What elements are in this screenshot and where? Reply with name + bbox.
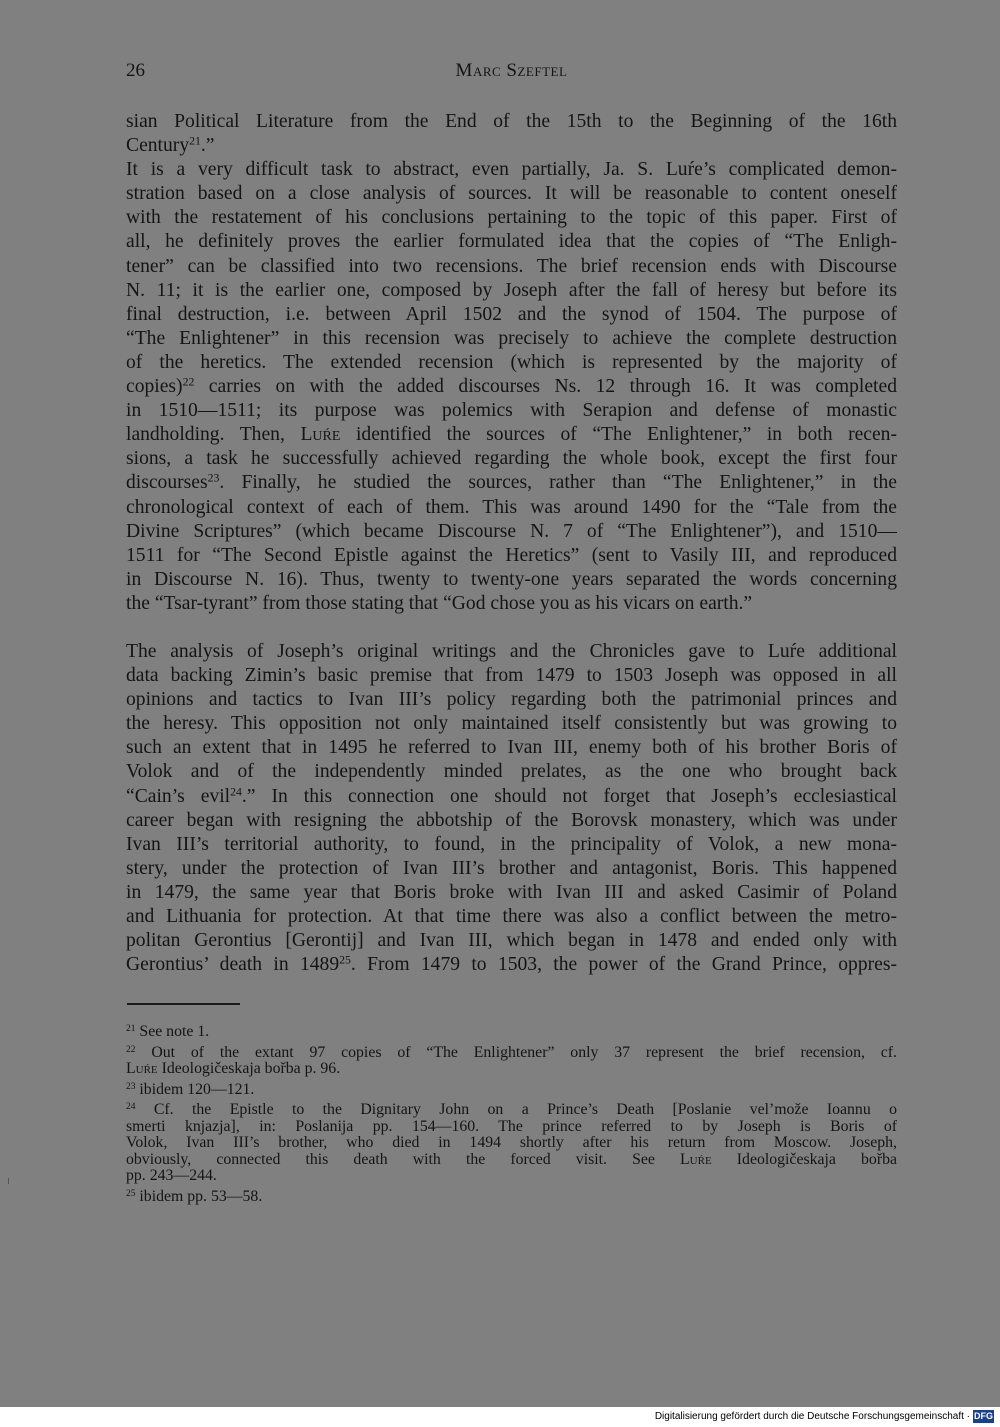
text-fragment: “Cain’s evil — [126, 785, 231, 807]
text-fragment: identified the sources of “The Enlightener,” in both recen- — [340, 424, 898, 446]
footnote-ref-25[interactable]: 25 — [339, 953, 351, 967]
text-line: such an extent that in 1495 he referred to Ivan III, enemy both of his brother Boris of — [126, 737, 897, 759]
text-fragment: Gerontius’ death in 1489 — [126, 954, 340, 976]
text-fragment: Century — [126, 135, 190, 157]
text-fragment: . Finally, he studied the sources, rather than “The Enlightener,” in the — [219, 472, 897, 494]
text-line: all, he definitely proves the earlier formulated idea that the copies of “The Enligh- — [126, 231, 897, 253]
footnote-22 — [126, 1045, 897, 1078]
text-line — [126, 1102, 897, 1119]
text-fragment: copies) — [126, 376, 183, 398]
footnote-number: 21 — [126, 1023, 136, 1034]
footnote-text: ibidem pp. 53—58. — [139, 1187, 263, 1205]
scan-artifact-mark — [8, 1178, 9, 1184]
text-fragment: discourses — [126, 472, 208, 494]
footnote-number: 24 — [126, 1101, 136, 1112]
footnotes — [126, 1024, 897, 1209]
footnote-text: Out of the extant 97 copies of “The Enlightener” only 37 represent the brief recension, cf. — [151, 1043, 897, 1061]
digitization-footer — [0, 1407, 1000, 1427]
text-line: N. 11; it is the earlier one, composed by Joseph after the fall of heresy but before its — [126, 279, 897, 301]
paragraph-gap — [126, 616, 897, 640]
text-line: tener” can be classified into two recensions. The brief recension ends with Discourse — [126, 255, 897, 277]
text-line: of the heretics. The extended recension (which is represented by the majority of — [126, 351, 897, 373]
author-name-smallcaps: Luŕe — [300, 424, 341, 446]
text-line: in 1479, the same year that Boris broke with Ivan III and asked Casimir of Poland — [126, 881, 897, 903]
text-line: It is a very difficult task to abstract, even partially, Ja. S. Luŕe’s complicated demon- — [126, 159, 897, 181]
footnote-ref-21[interactable]: 21 — [189, 134, 201, 148]
footnote-text: obviously, connected this death with the forced visit. See — [126, 1150, 681, 1168]
text-line — [126, 134, 897, 158]
paragraph-2 — [126, 640, 897, 977]
footnote-23 — [126, 1082, 897, 1099]
text-line: in 1510—1511; its purpose was polemics with Serapion and defense of monastic — [126, 400, 897, 422]
footnote-text: Cf. the Epistle to the Dignitary John on a Prince’s Death [Poslanie vel’može Ioannu o — [153, 1101, 898, 1118]
text-fragment: carries on with the added discourses Ns. 12 through 16. It was completed — [194, 376, 897, 398]
text-line: data backing Zimin’s basic premise that from 1479 to 1503 Joseph was opposed in all — [126, 665, 897, 687]
running-title: Marc Szeftel — [455, 60, 568, 81]
text-line: Ivan III’s territorial authority, to found, in the principality of Volok, a new mona- — [126, 833, 897, 855]
footnote-ref-22[interactable]: 22 — [182, 375, 195, 389]
text-line: opinions and tactics to Ivan III’s policy regarding both the patrimonial princes and — [126, 689, 897, 711]
text-line: final destruction, i.e. between April 1502 and the synod of 1504. The purpose of — [126, 303, 897, 325]
text-line — [126, 471, 897, 495]
main-text — [126, 110, 897, 977]
text-line — [126, 1061, 897, 1078]
dfg-logo-icon[interactable]: DFG — [974, 1411, 993, 1421]
footnote-25 — [126, 1189, 897, 1206]
text-line: the heresy. This opposition not only maintained itself consistently but was growing to — [126, 713, 897, 735]
text-line: politan Gerontius [Gerontij] and Ivan III, which began in 1478 and ended only with — [126, 930, 897, 952]
text-line: and Lithuania for protection. At that time there was also a conflict between the metro- — [126, 906, 897, 927]
text-fragment: .” — [200, 135, 215, 157]
text-fragment: . From 1479 to 1503, the power of the Grand Prince, oppres- — [350, 954, 897, 976]
text-line: chronological context of each of them. This was around 1490 for the “Tale from the — [126, 496, 897, 518]
footnote-text: ibidem 120—121. — [139, 1080, 255, 1098]
footnote-text: See note 1. — [139, 1023, 210, 1040]
text-line: 1511 for “The Second Epistle against the Heretics” (sent to Vasily III, and reproduced — [126, 544, 897, 566]
footnote-number: 25 — [126, 1188, 136, 1199]
text-line — [126, 1045, 897, 1062]
text-fragment: .” In this connection one should not forget that Joseph’s ecclesiastical — [241, 785, 897, 807]
text-line: career began with resigning the abbotship of the Borovsk monastery, which was under — [126, 809, 897, 831]
text-line: sian Political Literature from the End of the 15th to the Beginning of the 16th — [126, 111, 897, 132]
footnote-24 — [126, 1102, 897, 1185]
text-line: Volok and of the independently minded prelates, as the one who brought back — [126, 761, 897, 783]
running-header — [126, 60, 897, 86]
text-line — [126, 1024, 897, 1041]
text-fragment: landholding. Then, — [126, 424, 301, 446]
text-line — [126, 1189, 897, 1206]
text-line: the “Tsar-tyrant” from those stating that “God chose you as his vicars on earth.” — [126, 592, 753, 614]
text-line: “The Enlightener” in this recension was precisely to achieve the complete destruction — [126, 327, 897, 349]
footnote-21 — [126, 1024, 897, 1041]
page-number: 26 — [126, 60, 145, 81]
footnote-text: Ideologičeskaja bořba p. 96. — [157, 1060, 341, 1077]
author-name-smallcaps: Luŕe — [680, 1150, 712, 1168]
footnote-text: Ideologičeskaja bořba — [711, 1150, 897, 1168]
footnote-ref-23[interactable]: 23 — [207, 471, 220, 485]
text-line: stery, under the protection of Ivan III’s brother and antagonist, Boris. This happened — [126, 857, 897, 879]
text-line — [126, 785, 897, 809]
footnote-ref-24[interactable]: 24 — [230, 785, 242, 799]
text-line — [126, 375, 897, 399]
text-line: stration based on a close analysis of sources. It will be reasonable to content oneself — [126, 183, 897, 205]
text-line: pp. 243—244. — [126, 1167, 217, 1184]
footnote-separator — [127, 1003, 240, 1005]
text-line: The analysis of Joseph’s original writings and the Chronicles gave to Luŕe additional — [126, 640, 897, 662]
text-line: sions, a task he successfully achieved regarding the whole book, except the first four — [126, 448, 897, 470]
text-line — [126, 953, 897, 977]
text-line — [126, 1082, 897, 1099]
paragraph-1 — [126, 110, 897, 616]
funding-credit: Digitalisierung gefördert durch die Deutsche Forschungsgemeinschaft · — [654, 1411, 970, 1422]
author-name-smallcaps: Luŕe — [126, 1060, 158, 1077]
text-line: in Discourse N. 16). Thus, twenty to twenty-one years separated the words concerning — [126, 568, 897, 590]
text-line: with the restatement of his conclusions pertaining to the topic of this paper. First of — [126, 207, 897, 229]
footnote-number: 22 — [126, 1044, 136, 1055]
text-line: Volok, Ivan III’s brother, who died in 1494 shortly after his return from Moscow. Joseph, — [126, 1134, 897, 1151]
text-line: Divine Scriptures” (which became Discourse N. 7 of “The Enlightener”), and 1510— — [126, 520, 897, 542]
text-line — [126, 1152, 897, 1169]
text-line — [126, 423, 897, 447]
text-line: smerti knjazja], in: Poslanija pp. 154—160. The prince referred to by Joseph is Boris of — [126, 1117, 897, 1135]
footnote-number: 23 — [126, 1081, 136, 1092]
